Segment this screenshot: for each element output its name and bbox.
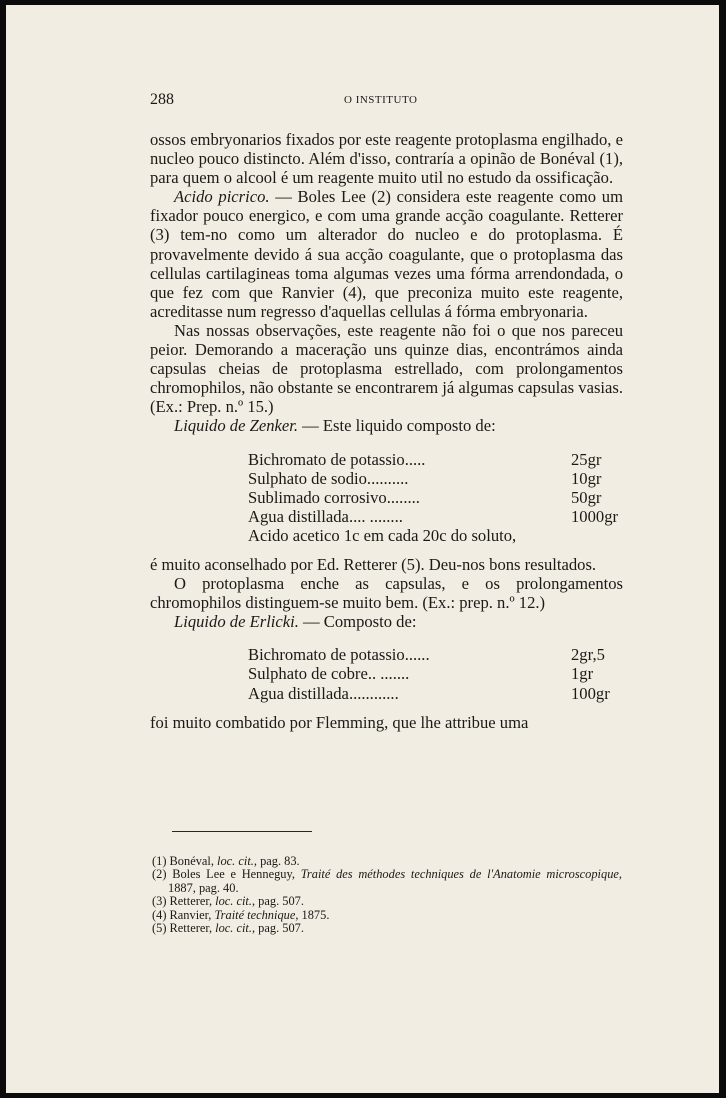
leader-dots: .... ........ [348, 506, 403, 526]
footnote-italic: loc. cit. [215, 894, 252, 909]
recipe-row [248, 664, 623, 683]
footnote-text: , 1887, pag. 40. [168, 867, 623, 895]
footnote-2 [152, 868, 622, 895]
recipe-row [248, 645, 623, 664]
ingredient-quantity: 1gr [571, 664, 594, 684]
footnote-italic: loc. cit. [217, 854, 254, 868]
paragraph-zenker-text: — Este liquido composto de: [297, 416, 496, 436]
paragraph-acido-picrico [150, 187, 623, 321]
ingredient-quantity: 10gr [571, 468, 602, 488]
recipe-row [248, 488, 623, 507]
paragraph-erlicki [150, 612, 623, 631]
recipe-row-acetic: Acido acetico 1c em cada 20c do soluto, [248, 525, 517, 545]
ingredient-quantity: 50gr [571, 487, 602, 507]
footnote-5 [152, 922, 622, 935]
footnote-text: , pag. 507. [251, 894, 304, 909]
ingredient-name: Bichromato de potassio [248, 449, 405, 469]
body-text [150, 130, 623, 732]
paragraph-observations: Nas nossas observações, este reagente não foi o que nos pareceu peior. Demorando a maceração uns quinze dias, encontrámos ainda capsulas cheias de protoplasma estrellado, com prolongamentos chromophilos, não obstante se encontrarem já algumas capsulas vasias. (Ex.: Prep. n.º 15.) [150, 320, 623, 417]
page-header [6, 89, 719, 111]
footnote-text: (1) Bonéval, [152, 854, 218, 868]
footnote-text: , 1875. [295, 907, 330, 922]
footnote-4 [152, 909, 622, 922]
ingredient-name: Bichromato de potassio [248, 645, 405, 665]
leader-dots: .......... [366, 468, 409, 488]
page-number: 288 [150, 91, 174, 108]
footnote-italic: Traité technique [214, 907, 296, 922]
leader-dots: ...... [404, 645, 430, 665]
ingredient-name: Sublimado corrosivo [248, 487, 387, 507]
paragraph-erlicki-text: — Composto de: [298, 612, 417, 632]
leader-dots: ........ [386, 487, 420, 507]
ingredient-quantity: 100gr [571, 683, 610, 703]
running-title: O INSTITUTO [344, 94, 418, 106]
ingredient-name: Sulphato de cobre [248, 664, 368, 684]
paragraph-acido-picrico-text: — Boles Lee (2) considera este reagente como um fixador pouco energico, e com uma grande acção coagulante. Retterer (3) tem-no como um alterador do nucleo e do protoplasma. É provavelmente devido á sua acção coagulante, que o protoplasma das cellulas cartilagineas toma algumas vezes uma fórma arrendondada, o que fez com que Ranvier (4), que preconiza muito este reagente, acreditasse num regresso d'aquellas cellulas á fórma embryonaria. [150, 187, 623, 321]
footnote-italic: Traité des méthodes techniques de l'Anatomie microscopique [300, 867, 619, 882]
footnotes [152, 855, 622, 935]
recipe-row [248, 450, 623, 469]
book-page [6, 5, 719, 1093]
leader-dots: ............ [348, 683, 399, 703]
footnote-text: , pag. 507. [251, 921, 304, 936]
footnote-text: (4) Ranvier, [152, 907, 215, 922]
paragraph-1: ossos embryonarios fixados por este reagente protoplasma engilhado, e nucleo pouco distincto. Além d'isso, contraría a opinão de Bonéval (1), para quem o alcool é um reagente muito util no estudo da ossificação. [150, 130, 623, 188]
ingredient-quantity: 25gr [571, 449, 602, 469]
footnote-text: (2) Boles Lee e Henneguy, [152, 867, 301, 882]
ingredient-name: Agua distillada [248, 506, 349, 526]
footnote-1 [152, 855, 622, 868]
footnote-italic: loc. cit. [215, 921, 252, 936]
footnote-text: , pag. 83. [253, 854, 300, 868]
section-title-acido-picrico: Acido picrico. [174, 187, 270, 207]
recipe-row [248, 507, 623, 526]
leader-dots: ..... [404, 449, 426, 469]
zenker-recipe [150, 450, 623, 545]
erlicki-recipe [150, 645, 623, 702]
ingredient-name: Sulphato de sodio [248, 468, 367, 488]
footnote-text: (3) Retterer, [152, 894, 216, 909]
ingredient-name: Agua distillada [248, 683, 349, 703]
paragraph-protoplasma: O protoplasma enche as capsulas, e os prolongamentos chromophilos distinguem-se muito bem. (Ex.: prep. n.º 12.) [150, 574, 623, 613]
section-title-zenker: Liquido de Zenker. [174, 416, 298, 436]
leader-dots: .. ....... [367, 664, 410, 684]
paragraph-zenker [150, 416, 623, 435]
paragraph-retterer: é muito aconselhado por Ed. Retterer (5). Deu-nos bons resultados. [150, 554, 597, 574]
ingredient-quantity: 1000gr [571, 506, 619, 526]
footnote-3 [152, 895, 622, 908]
paragraph-flemming: foi muito combatido por Flemming, que lhe attribue uma [150, 712, 529, 732]
ingredient-quantity: 2gr,5 [571, 645, 605, 665]
footnote-rule [172, 831, 312, 832]
recipe-row [248, 684, 623, 703]
footnote-text: (5) Retterer, [152, 921, 216, 936]
recipe-row [248, 469, 623, 488]
section-title-erlicki: Liquido de Erlicki. [174, 612, 299, 632]
